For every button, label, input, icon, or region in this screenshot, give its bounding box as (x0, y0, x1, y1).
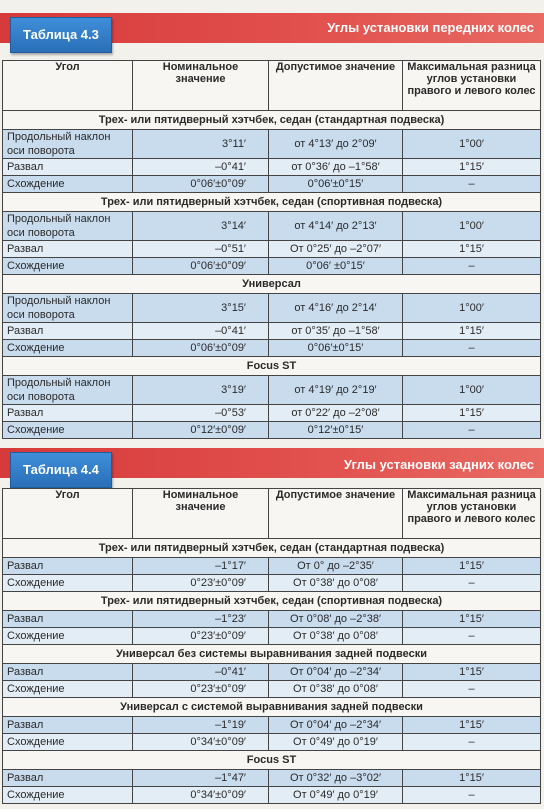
max-difference-cell: – (403, 787, 541, 804)
table-4-3-title: Углы установки передних колес (327, 20, 534, 35)
angle-cell: Развал (3, 717, 133, 734)
allowed-cell: От 0°38′ до 0°08′ (269, 628, 403, 645)
section-header (3, 698, 541, 717)
max-difference-cell: 1°15′ (403, 241, 541, 258)
max-difference-cell: – (403, 258, 541, 275)
section-title: Focus ST (3, 357, 541, 376)
section-header (3, 193, 541, 212)
section-header (3, 275, 541, 294)
nominal-cell: –1°47′ (133, 770, 269, 787)
nominal-cell: –1°17′ (133, 558, 269, 575)
header-angle: Угол (3, 61, 133, 111)
table-row (3, 717, 541, 734)
rear-wheel-alignment-table (2, 488, 541, 804)
table-row (3, 405, 541, 422)
allowed-cell: 0°06′±0°15′ (269, 176, 403, 193)
max-difference-cell: – (403, 422, 541, 439)
section-header (3, 645, 541, 664)
angle-cell: Развал (3, 558, 133, 575)
table-row (3, 628, 541, 645)
section-header (3, 357, 541, 376)
angle-cell: Схождение (3, 575, 133, 592)
allowed-cell: От 0°04′ до –2°34′ (269, 664, 403, 681)
angle-cell: Развал (3, 405, 133, 422)
section-title: Focus ST (3, 751, 541, 770)
nominal-cell: –0°41′ (133, 323, 269, 340)
angle-cell: Развал (3, 611, 133, 628)
max-difference-cell: 1°15′ (403, 558, 541, 575)
max-difference-cell: 1°15′ (403, 159, 541, 176)
nominal-cell: 0°12′±0°09′ (133, 422, 269, 439)
table-row (3, 734, 541, 751)
section-title: Трех- или пятидверный хэтчбек, седан (стандартная подвеска) (3, 539, 541, 558)
allowed-cell: От 0° до –2°35′ (269, 558, 403, 575)
table-row (3, 176, 541, 193)
max-difference-cell: 1°15′ (403, 717, 541, 734)
allowed-cell: от 0°35′ до –1°58′ (269, 323, 403, 340)
table-row (3, 575, 541, 592)
nominal-cell: 0°06′±0°09′ (133, 176, 269, 193)
max-difference-cell: 1°15′ (403, 405, 541, 422)
max-difference-cell: – (403, 734, 541, 751)
table-row (3, 787, 541, 804)
nominal-cell: 3°14′ (133, 212, 269, 241)
max-difference-cell: 1°15′ (403, 323, 541, 340)
section-header (3, 751, 541, 770)
allowed-cell: 0°12′±0°15′ (269, 422, 403, 439)
max-difference-cell: 1°00′ (403, 130, 541, 159)
angle-cell: Развал (3, 664, 133, 681)
section-title: Трех- или пятидверный хэтчбек, седан (стандартная подвеска) (3, 111, 541, 130)
max-difference-cell: 1°15′ (403, 611, 541, 628)
allowed-cell: 0°06′ ±0°15′ (269, 258, 403, 275)
nominal-cell: 0°34′±0°09′ (133, 734, 269, 751)
header-allowed: Допустимое значение (269, 61, 403, 111)
table-row (3, 130, 541, 159)
table-4-3-label: Таблица 4.3 (10, 17, 112, 53)
allowed-cell: От 0°38′ до 0°08′ (269, 575, 403, 592)
section-title: Универсал (3, 275, 541, 294)
angle-cell: Схождение (3, 681, 133, 698)
allowed-cell: От 0°25′ до –2°07′ (269, 241, 403, 258)
allowed-cell: от 4°13′ до 2°09′ (269, 130, 403, 159)
nominal-cell: –0°41′ (133, 664, 269, 681)
angle-cell: Продольный наклон оси поворота (3, 376, 133, 405)
allowed-cell: от 4°16′ до 2°14′ (269, 294, 403, 323)
header-max-difference: Максимальная разница углов установки правого и левого колес (403, 489, 541, 539)
front-wheel-alignment-table (2, 60, 541, 439)
header-allowed: Допустимое значение (269, 489, 403, 539)
section-header (3, 592, 541, 611)
nominal-cell: –1°19′ (133, 717, 269, 734)
max-difference-cell: 1°00′ (403, 376, 541, 405)
allowed-cell: От 0°49′ до 0°19′ (269, 787, 403, 804)
table-row (3, 294, 541, 323)
allowed-cell: от 0°36′ до –1°58′ (269, 159, 403, 176)
header-max-difference: Максимальная разница углов установки правого и левого колес (403, 61, 541, 111)
angle-cell: Развал (3, 241, 133, 258)
table-row (3, 258, 541, 275)
angle-cell: Схождение (3, 628, 133, 645)
angle-cell: Схождение (3, 787, 133, 804)
table-row (3, 340, 541, 357)
table-row (3, 558, 541, 575)
nominal-cell: –0°51′ (133, 241, 269, 258)
table-row (3, 422, 541, 439)
table-4-3-banner (0, 13, 544, 43)
table-row (3, 376, 541, 405)
allowed-cell: от 0°22′ до –2°08′ (269, 405, 403, 422)
nominal-cell: –1°23′ (133, 611, 269, 628)
table-row (3, 611, 541, 628)
table-4-4-label: Таблица 4.4 (10, 452, 112, 488)
header-angle: Угол (3, 489, 133, 539)
angle-cell: Схождение (3, 258, 133, 275)
max-difference-cell: – (403, 628, 541, 645)
allowed-cell: 0°06′±0°15′ (269, 340, 403, 357)
section-title: Трех- или пятидверный хэтчбек, седан (спортивная подвеска) (3, 592, 541, 611)
nominal-cell: 3°15′ (133, 294, 269, 323)
table-row (3, 212, 541, 241)
angle-cell: Продольный наклон оси поворота (3, 130, 133, 159)
max-difference-cell: – (403, 575, 541, 592)
max-difference-cell: 1°00′ (403, 294, 541, 323)
allowed-cell: От 0°49′ до 0°19′ (269, 734, 403, 751)
table-4-4-title: Углы установки задних колес (343, 457, 534, 472)
max-difference-cell: 1°15′ (403, 770, 541, 787)
table-4-4-banner (0, 448, 544, 478)
angle-cell: Развал (3, 323, 133, 340)
nominal-cell: 0°34′±0°09′ (133, 787, 269, 804)
angle-cell: Развал (3, 770, 133, 787)
allowed-cell: от 4°19′ до 2°19′ (269, 376, 403, 405)
angle-cell: Продольный наклон оси поворота (3, 294, 133, 323)
table-row (3, 323, 541, 340)
section-header (3, 539, 541, 558)
nominal-cell: 0°23′±0°09′ (133, 628, 269, 645)
max-difference-cell: – (403, 176, 541, 193)
allowed-cell: От 0°08′ до –2°38′ (269, 611, 403, 628)
section-title: Трех- или пятидверный хэтчбек, седан (спортивная подвеска) (3, 193, 541, 212)
nominal-cell: –0°53′ (133, 405, 269, 422)
angle-cell: Схождение (3, 422, 133, 439)
nominal-cell: 0°06′±0°09′ (133, 340, 269, 357)
header-nominal: Номинальное значение (133, 61, 269, 111)
table-row (3, 664, 541, 681)
angle-cell: Схождение (3, 734, 133, 751)
header-nominal: Номинальное значение (133, 489, 269, 539)
table-row (3, 770, 541, 787)
angle-cell: Схождение (3, 340, 133, 357)
max-difference-cell: – (403, 340, 541, 357)
nominal-cell: 0°06′±0°09′ (133, 258, 269, 275)
section-title: Универсал без системы выравнивания задней подвески (3, 645, 541, 664)
max-difference-cell: 1°00′ (403, 212, 541, 241)
nominal-cell: 0°23′±0°09′ (133, 681, 269, 698)
angle-cell: Развал (3, 159, 133, 176)
nominal-cell: 3°19′ (133, 376, 269, 405)
allowed-cell: От 0°38′ до 0°08′ (269, 681, 403, 698)
allowed-cell: От 0°32′ до –3°02′ (269, 770, 403, 787)
max-difference-cell: – (403, 681, 541, 698)
section-title: Универсал с системой выравнивания задней подвески (3, 698, 541, 717)
section-header (3, 111, 541, 130)
angle-cell: Схождение (3, 176, 133, 193)
table-row (3, 681, 541, 698)
table-row (3, 241, 541, 258)
nominal-cell: 0°23′±0°09′ (133, 575, 269, 592)
angle-cell: Продольный наклон оси поворота (3, 212, 133, 241)
allowed-cell: От 0°04′ до –2°34′ (269, 717, 403, 734)
max-difference-cell: 1°15′ (403, 664, 541, 681)
allowed-cell: от 4°14′ до 2°13′ (269, 212, 403, 241)
nominal-cell: –0°41′ (133, 159, 269, 176)
table-row (3, 159, 541, 176)
nominal-cell: 3°11′ (133, 130, 269, 159)
